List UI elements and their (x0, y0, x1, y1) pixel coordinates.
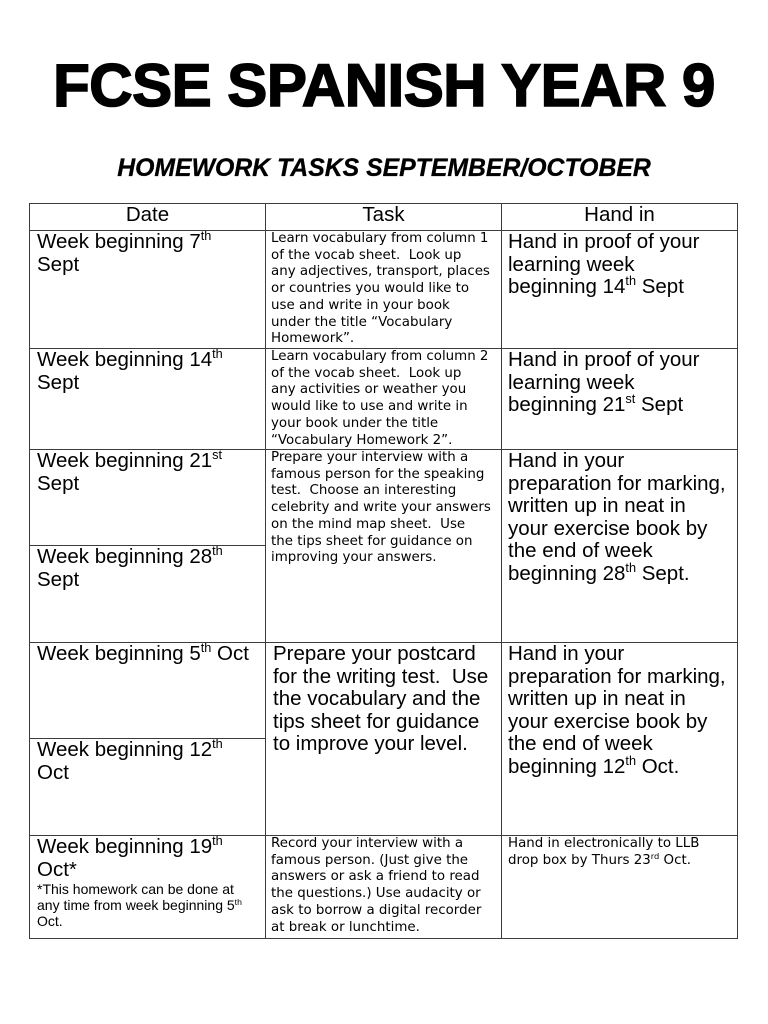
hand-in-label-end: Sept (635, 393, 684, 416)
hand-in-ordinal-suffix: th (625, 752, 637, 768)
date-ordinal-suffix: th (212, 349, 223, 362)
hand-in-cell (502, 836, 738, 939)
footnote-label-end: Oct. (37, 913, 63, 929)
task-cell (266, 643, 502, 836)
date-label: Week beginning 12 (37, 739, 213, 761)
date-ordinal-suffix: th (200, 643, 212, 656)
date-cell (30, 739, 266, 836)
page-subtitle: HOMEWORK TASKS SEPTEMBER/OCTOBER (117, 155, 651, 182)
date-text (37, 349, 265, 394)
date-cell (30, 231, 266, 349)
hand-in-label-end: Sept (636, 275, 684, 298)
date-label-end: Sept (37, 252, 80, 276)
date-ordinal-suffix: th (212, 739, 223, 752)
header-hand-in: Hand in (502, 204, 738, 231)
task-text: Learn vocabulary from column 2 of the vocab sheet. Look up any activities or weather you would like to use and write in your book under the title “Vocabulary Homework 2”. (271, 349, 489, 448)
hand-in-ordinal-suffix: th (625, 273, 637, 289)
date-cell (30, 546, 266, 643)
date-cell (30, 836, 266, 939)
date-text (37, 231, 265, 276)
hand-in-label: Hand in electronically to LLB drop box by Thurs 23 (508, 836, 700, 868)
date-label-end: Sept (37, 471, 80, 495)
date-label-end: Oct* (37, 857, 77, 881)
date-label-end: Sept (37, 370, 80, 394)
date-text (37, 836, 265, 881)
task-cell (266, 450, 502, 643)
task-cell (266, 231, 502, 349)
hand-in-cell (502, 231, 738, 349)
hand-in-ordinal-suffix: rd (650, 850, 660, 861)
hand-in-ordinal-suffix: st (625, 391, 636, 407)
hand-in-label: Hand in proof of your learning week beginning 21 (508, 349, 700, 416)
hand-in-text (508, 231, 737, 299)
date-ordinal-suffix: th (200, 231, 212, 244)
hand-in-text (508, 349, 737, 417)
hand-in-text (508, 450, 737, 585)
hand-in-cell (502, 450, 738, 643)
hand-in-label-end: Oct. (636, 754, 680, 778)
hand-in-text (508, 643, 737, 778)
homework-table (29, 203, 738, 939)
date-label: Week beginning 21 (37, 450, 213, 472)
page-title: FCSE SPANISH YEAR 9 (53, 52, 715, 119)
task-text: Learn vocabulary from column 1 of the vocab sheet. Look up any adjectives, transport, places or countries you would like to use and write in your book under the title “Vocabulary Homework”. (271, 231, 490, 347)
task-text: Record your interview with a famous person. (Just give the answers or ask a friend to read the questions.) Use audacity or ask to borrow a digital recorder at break or lunchtime. (271, 836, 482, 935)
footnote-label: *This homework can be done at any time from week beginning 5 (37, 881, 235, 913)
date-label: Week beginning 5 (37, 643, 201, 665)
date-label-end: Oct (37, 760, 69, 784)
task-cell (266, 836, 502, 939)
date-cell (30, 450, 266, 546)
date-ordinal-suffix: th (212, 546, 223, 559)
hand-in-label-end: Sept. (636, 561, 690, 585)
date-label: Week beginning 14 (37, 349, 213, 371)
hand-in-text (508, 836, 737, 869)
task-text: Prepare your interview with a famous person for the speaking test. Choose an interesting celebrity and write your answers on the mind map sheet. Use the tips sheet for guidance on improving your answers. (271, 450, 491, 566)
hand-in-ordinal-suffix: th (625, 559, 637, 575)
date-ordinal-suffix: st (212, 450, 223, 463)
date-text (37, 739, 265, 784)
date-label-end: Sept (37, 567, 80, 591)
footnote-ordinal-suffix: th (234, 896, 242, 907)
hand-in-cell (502, 349, 738, 450)
date-label: Week beginning 28 (37, 546, 213, 568)
hand-in-label: Hand in proof of your learning week beginning 14 (508, 231, 700, 298)
task-cell (266, 349, 502, 450)
date-label: Week beginning 19 (37, 836, 213, 858)
task-text: Prepare your postcard for the writing test. Use the vocabulary and the tips sheet for guidance to improve your level. (273, 643, 489, 755)
date-ordinal-suffix: th (212, 836, 223, 849)
header-task: Task (266, 204, 502, 231)
hand-in-label-end: Oct. (659, 852, 691, 868)
hand-in-cell (502, 643, 738, 836)
date-footnote (37, 881, 265, 929)
date-text (37, 450, 265, 495)
date-cell (30, 643, 266, 739)
date-label-end: Oct (211, 643, 249, 665)
date-text (37, 546, 265, 591)
date-cell (30, 349, 266, 450)
date-label: Week beginning 7 (37, 231, 201, 253)
hand-in-label: Hand in your preparation for marking, written up in neat in your exercise book by the end of week beginning 12 (508, 643, 726, 778)
hand-in-label: Hand in your preparation for marking, written up in neat in your exercise book by the end of week beginning 28 (508, 450, 726, 585)
header-date: Date (30, 204, 266, 231)
date-text (37, 643, 265, 666)
